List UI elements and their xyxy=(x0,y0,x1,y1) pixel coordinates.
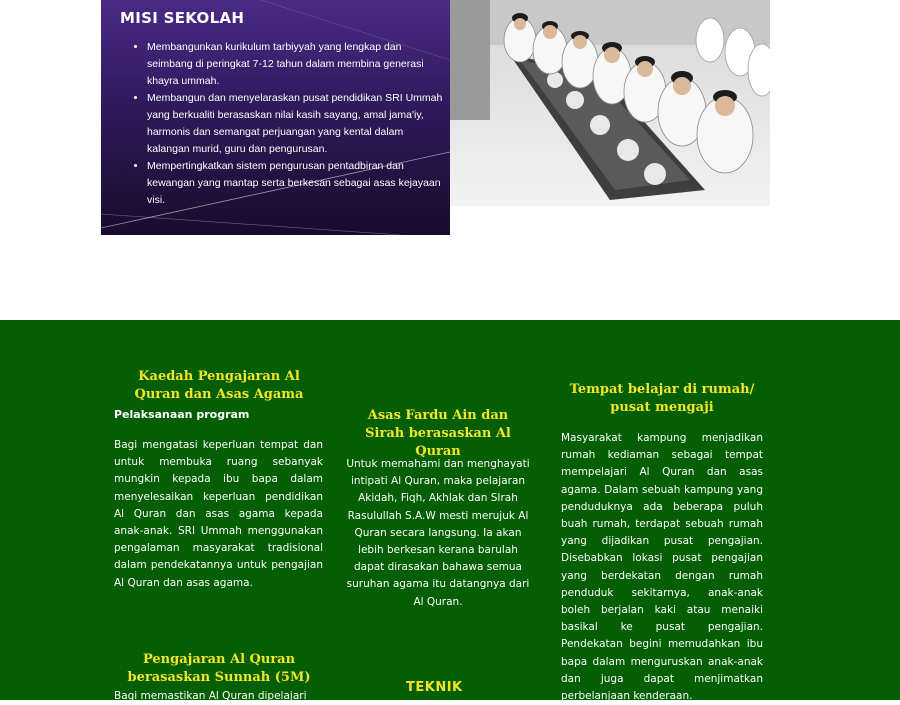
misi-list xyxy=(135,39,443,209)
pelaksanaan-subtitle: Pelaksanaan program xyxy=(114,408,250,421)
misi-sekolah-panel xyxy=(101,0,450,235)
teknik-title: TEKNIK xyxy=(406,680,463,695)
tempat-belajar-text: Masyarakat kampung menjadikan rumah kediaman sebagai tempat mempelajari Al Quran dan asas agama. Dalam sebuah kampung yang penduduknya ada beberapa puluh buah rumah, terdapat sebuah rumah yang dijadikan pusat pengajian. Disebabkan lokasi pusat pengajian yang berdekatan dengan rumah penduduk sekitarnya, anak-anak boleh berjalan kaki atau menaiki basikal ke pusat pengajian. Pendekatan begini memudahkan ibu bapa dalam menguruskan anak-anak dan juga dapat menjimatkan perbelanjaan kenderaan. xyxy=(561,432,763,703)
sunnah-text: Bagi memastikan Al Quran dipelajari xyxy=(114,690,307,702)
kaedah-title: Kaedah Pengajaran Al Quran dan Asas Agama xyxy=(134,369,304,402)
kaedah-text: Bagi mengatasi keperluan tempat dan untuk membuka ruang sebanyak mungkin kepada ibu bapa dalam menyelesaikan keperluan pendidikan Al Quran dan asas agama kepada anak-anak. SRI Ummah menggunakan pengalaman masyarakat tradisional dalam pendekatannya untuk pengajian Al Quran dan asas agama. xyxy=(114,439,323,589)
kaedah-section xyxy=(0,320,900,703)
misi-item: • Mempertingkatkan sistem pengurusan pentadbiran dan kewangan yang mantap serta berkesan sebagai asas kejayaan visi. xyxy=(147,158,443,209)
misi-title: MISI SEKOLAH xyxy=(120,9,245,27)
misi-item: • Membangunkan kurikulum tarbiyyah yang lengkap dan seimbang di peringkat 7-12 tahun dalam membina generasi khayra ummah. xyxy=(147,39,443,90)
students-photo-illustration xyxy=(450,0,770,206)
fardu-ain-title: Asas Fardu Ain dan Sirah berasaskan Al Quran xyxy=(365,408,511,459)
fardu-ain-text: Untuk memahami dan menghayati intipati Al Quran, maka pelajaran Akidah, Fiqh, Akhlak dan SIrah Rasulullah S.A.W mesti merujuk Al Quran secara langsung. Ia akan lebih berkesan kerana barulah dapat dirasakan bahawa semua suruhan agama itu datangnya dari Al Quran. xyxy=(346,458,530,608)
misi-item: • Membangun dan menyelaraskan pusat pendidikan SRI Ummah yang berkualiti berasaskan nilai kasih sayang, amal jama'iy, harmonis dan semangat perjuangan yang kental dalam kalangan murid, guru dan pengurusan. xyxy=(147,90,443,158)
sunnah-title: Pengajaran Al Quran berasaskan Sunnah (5M) xyxy=(127,652,311,685)
students-photo xyxy=(450,0,770,206)
tempat-belajar-title: Tempat belajar di rumah/ pusat mengaji xyxy=(569,382,755,415)
